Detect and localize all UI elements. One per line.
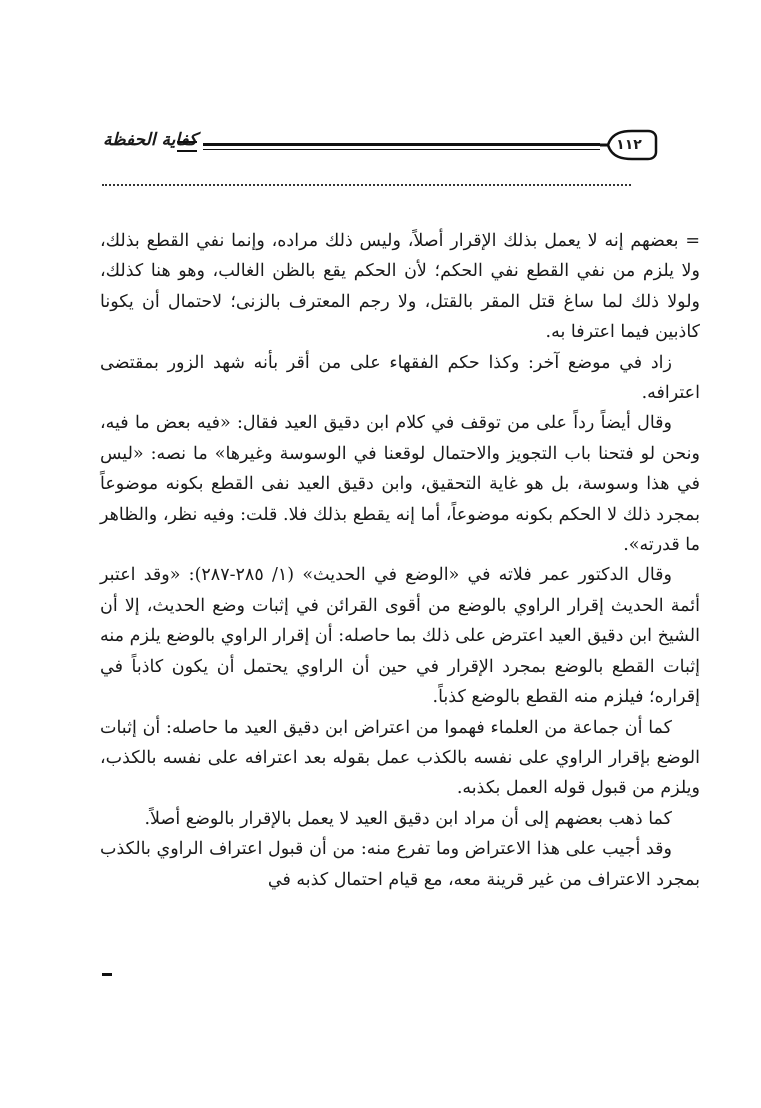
paragraph: وقال أيضاً رداً على من توقف في كلام ابن دقيق العيد فقال: «فيه بعض ما فيه، ونحن لو فتحنا باب التجويز والاحتمال لوقعنا في الوسوسة وغيرها» ما نصه: «ليس في هذا وسوسة، بل هو غاية التحقيق، وابن دقيق العيد نفى القطع بكونه موضوعاً بمجرد ذلك لا الحكم بكونه موضوعاً، أما إنه يقطع بذلك فلا. قلت: وفيه نظر، والظاهر ما قدرته». (100, 413, 700, 556)
body-text (100, 226, 700, 895)
paragraph: = بعضهم إنه لا يعمل بذلك الإقرار أصلاً، وليس ذلك مراده، وإنما نفي القطع بذلك، ولا يلزم من نفي القطع نفي الحكم؛ لأن الحكم يقع بالظن الغالب، وهو هنا كذلك، ولولا ذلك لما ساغ قتل المقر بالقتل، ولا رجم المعترف بالزنى؛ لاحتمال أن يكونا كاذبين فيما اعترفا به. (100, 231, 700, 343)
paragraph: زاد في موضع آخر: وكذا حكم الفقهاء على من أقر بأنه شهد الزور بمقتضى اعترافه. (100, 352, 700, 404)
title-separator (177, 141, 197, 152)
dotted-divider (102, 184, 631, 186)
paragraph: كما ذهب بعضهم إلى أن مراد ابن دقيق العيد لا يعمل بالإقرار بالوضع أصلاً. (144, 808, 672, 829)
book-title: كفاية الحفظة (103, 130, 198, 150)
paragraph: وقال الدكتور عمر فلاته في «الوضع في الحديث» (١/ ٢٨٥-٢٨٧): «وقد اعتبر أئمة الحديث إقرار الراوي بالوضع من أقوى القرائن في إثبات وضع الحديث، إلا أن الشيخ ابن دقيق العيد اعترض على ذلك بما حاصله: أن إقرار الراوي بالوضع يلزم منه إثبات القطع بالوضع بمجرد الإقرار في حين أن الراوي يحتمل أن يكون كاذباً في إقراره؛ فيلزم منه القطع بالوضع كذباً. (100, 565, 700, 708)
paragraph: وقد أجيب على هذا الاعتراض وما تفرع منه: من أن قبول اعتراف الراوي بالكذب بمجرد الاعتراف من غير قرينة معه، مع قيام احتمال كذبه في (100, 839, 700, 890)
page-number-badge (598, 128, 660, 162)
header-rule (203, 143, 600, 146)
continuation-mark (102, 973, 112, 976)
page-number: ١١٢ (616, 137, 642, 153)
page-header (85, 128, 660, 168)
header-rule-thin (203, 149, 600, 150)
paragraph: كما أن جماعة من العلماء فهموا من اعتراض ابن دقيق العيد ما حاصله: أن إثبات الوضع بإقرار الراوي على نفسه بالكذب عمل بقوله بعد اعترافه على نفسه بالكذب، ويلزم من قبول قوله العمل بكذبه. (100, 717, 700, 799)
